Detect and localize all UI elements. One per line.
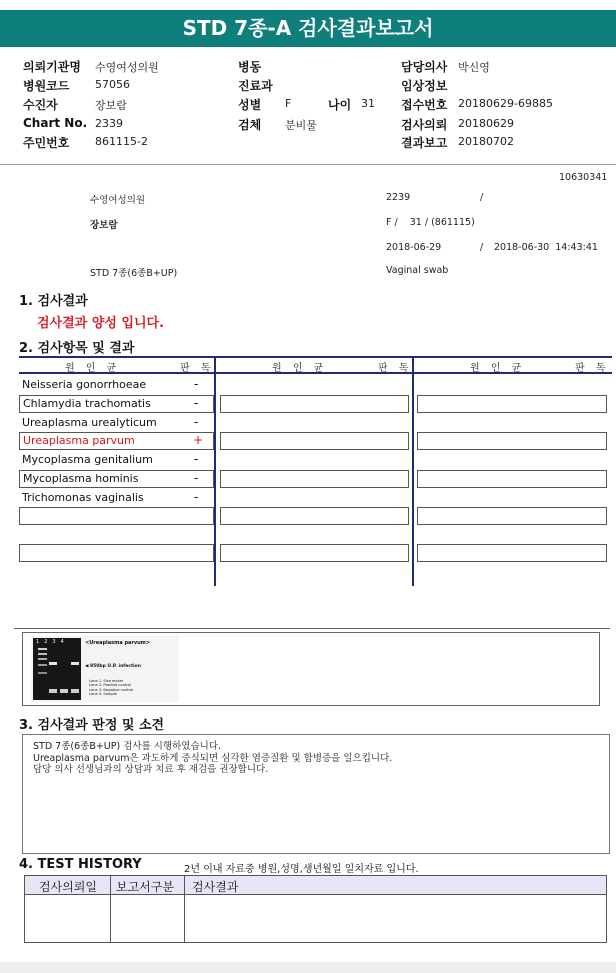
doctor-label: 담당의사 [401,60,448,74]
pathogen-name: Neisseria gonorrhoeae [22,378,147,391]
ward-label: 병동 [238,60,262,74]
history-col-report-type: 보고서구분 [116,880,174,894]
col-judge-header: 판 독 [378,363,413,374]
id-no-label: 주민번호 [23,136,70,150]
age-label: 나이 [328,98,352,112]
institution-label: 의뢰기관명 [23,60,81,74]
patient-label: 수진자 [23,98,58,112]
sex-value: F [285,97,292,110]
sub-specimen: Vaginal swab [386,265,449,276]
section3-heading: 3. 검사결과 판정 및 소견 [19,718,165,733]
col-pathogen-header: 원 인 균 [272,363,328,374]
pathogen-row-box [417,432,607,450]
header-divider [0,164,616,165]
section1-heading: 1. 검사결과 [19,294,88,309]
specimen-value: 분비물 [285,119,317,132]
age-value: 31 [361,97,375,110]
section2-heading: 2. 검사항목 및 결과 [19,341,135,356]
dept-label: 진료과 [238,79,273,93]
pathogen-row-box [417,470,607,488]
pathogen-result: - [194,377,199,391]
page-footer-strip [0,962,616,973]
lane-number: 1 [36,639,45,645]
chart-no-label: Chart No. [23,116,88,130]
sub-patient: 장보람 [90,220,118,231]
pathogen-row-box [220,432,409,450]
sub-test-name: STD 7종(6종B+UP) [90,268,178,279]
pathogen-result: - [194,396,199,410]
history-table [24,875,607,943]
gel-band-label: ◀ 850bp U.P. infection [85,664,141,669]
opinion-line: 담당 의사 선생님과의 상담과 치료 후 재검을 권장합니다. [33,764,269,775]
pathogen-row-box [417,544,607,562]
gel-panel [22,632,600,706]
pathogen-row-box [417,395,607,413]
sub-date-sep: / [480,242,484,253]
result-summary: 검사결과 양성 입니다. [37,316,165,331]
receipt-no-value: 20180629-69885 [458,97,553,110]
pathogen-result: - [194,471,199,485]
pathogen-row-box [417,507,607,525]
hospital-code-value: 57056 [95,78,130,91]
history-col-divider [110,876,111,942]
pathogen-result: - [194,452,199,466]
history-col-divider [184,876,185,942]
col-judge-header: 판 독 [575,363,610,374]
report-date-label: 결과보고 [401,136,448,150]
gel-figure [31,636,179,702]
sex-label: 성별 [238,98,262,112]
col-judge-header: 판 독 [180,363,215,374]
col-pathogen-header: 원 인 균 [470,363,526,374]
gel-legend [89,679,133,697]
table-col-divider [214,356,216,586]
pathogen-result: - [194,415,199,429]
table-col-divider [412,356,414,586]
id-no-value: 861115-2 [95,135,148,148]
pathogen-row-box [220,395,409,413]
pathogen-name: Mycoplasma hominis [23,472,139,485]
pathogen-name-positive: Ureaplasma parvum [23,434,135,447]
clinical-info-label: 임상정보 [401,79,448,93]
lane-number: 4 [60,639,69,645]
request-date-label: 검사의뢰 [401,118,448,132]
table-top-rule [19,356,612,358]
gel-legend-item: Lane 3. Negative control [89,687,134,692]
lane-number: 2 [44,639,53,645]
sub-date-to: 2018-06-30 14:43:41 [494,242,598,253]
request-date-value: 20180629 [458,117,514,130]
pathogen-row-box [220,507,409,525]
pathogen-name: Ureaplasma urealyticum [22,416,157,429]
opinion-box [22,734,610,854]
gel-lane-numbers [36,639,69,645]
opinion-line: STD 7종(6종B+UP) 검사를 시행하였습니다. [33,741,222,752]
lane-number: 3 [52,639,61,645]
gel-legend-item: Lane 2. Positive control [89,683,131,688]
gel-divider [14,628,610,629]
hospital-code-label: 병원코드 [23,79,70,93]
history-note: 2년 이내 자료중 병원,성명,생년월일 일치자료 입니다. [184,864,419,875]
chart-no-value: 2339 [95,117,123,130]
pathogen-name: Trichomonas vaginalis [22,491,144,504]
specimen-label: 검체 [238,118,262,132]
history-header-row [25,876,606,895]
sub-institution: 수영여성의원 [90,195,146,206]
pathogen-name: Mycoplasma genitalium [22,453,153,466]
gel-legend-item: Lane 1. Size maker [89,679,124,683]
report-date-value: 20180702 [458,135,514,148]
col-pathogen-header: 원 인 균 [65,363,121,374]
sub-chart-no: 2239 [386,192,411,203]
pathogen-row-box [220,470,409,488]
pathogen-result-positive: + [193,433,204,447]
history-col-result: 검사결과 [192,880,239,894]
pathogen-row-box [19,544,214,562]
sub-sex-age-id: F / 31 / (861115) [386,217,475,228]
report-title: STD 7종-A 검사결과보고서 [0,10,616,47]
patient-value: 장보람 [95,99,127,112]
doctor-value: 박신영 [458,61,490,74]
pathogen-result: - [194,490,199,504]
opinion-text [33,741,392,776]
sub-slash: / [480,192,484,203]
pathogen-row-box [220,544,409,562]
opinion-line: Ureaplasma parvum은 과도하게 증식되면 심각한 염증질환 및 합병증을 일으킵니다. [33,752,393,764]
pathogen-row-box [19,507,214,525]
institution-value: 수영여성의원 [95,61,159,74]
history-col-request-date: 검사의뢰일 [39,880,97,894]
pathogen-name: Chlamydia trachomatis [23,397,151,410]
receipt-no-label: 접수번호 [401,98,448,112]
section4-heading: 4. TEST HISTORY [19,857,142,872]
gel-legend-item: Lane 4. Sample [89,692,117,697]
sub-code: 10630341 [559,172,608,183]
gel-title: <Ureaplasma parvum> [85,640,151,646]
sub-date-from: 2018-06-29 [386,242,442,253]
